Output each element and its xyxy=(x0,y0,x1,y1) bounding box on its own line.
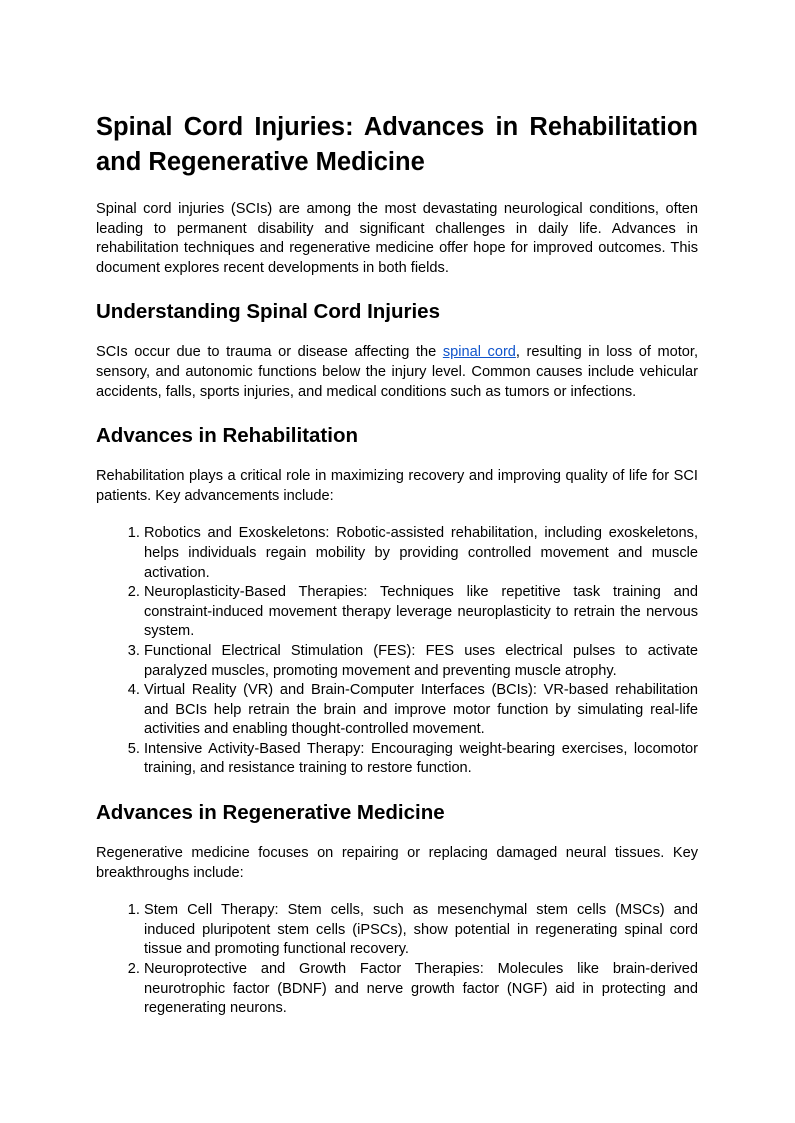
list-item: 2. Neuroprotective and Growth Factor Therapies: Molecules like brain-derived neurotrophic factor (BDNF) and nerve growth factor (NGF) aid in protecting and regenerating neurons. xyxy=(144,960,698,1019)
rehabilitation-list xyxy=(96,524,698,779)
document-title: Spinal Cord Injuries: Advances in Rehabilitation and Regenerative Medicine xyxy=(96,113,698,176)
list-item: 1. Robotics and Exoskeletons: Robotic-assisted rehabilitation, including exoskeletons, helps individuals regain mobility by providing controlled movement and muscle activation. xyxy=(144,524,698,583)
section-heading-regenerative: Advances in Regenerative Medicine xyxy=(96,801,445,825)
section-heading-understanding: Understanding Spinal Cord Injuries xyxy=(96,300,440,324)
list-item: 5. Intensive Activity-Based Therapy: Encouraging weight-bearing exercises, locomotor training, and resistance training to restore function. xyxy=(144,740,698,779)
understanding-text-before-link: SCIs occur due to trauma or disease affecting the xyxy=(96,344,443,361)
section-heading-rehabilitation: Advances in Rehabilitation xyxy=(96,424,358,448)
rehabilitation-intro-paragraph: Rehabilitation plays a critical role in maximizing recovery and improving quality of life for SCI patients. Key advancements include: xyxy=(96,468,698,504)
list-item: 1. Stem Cell Therapy: Stem cells, such as mesenchymal stem cells (MSCs) and induced pluripotent stem cells (iPSCs), show potential in regenerating spinal cord tissue and promoting functional recovery. xyxy=(144,901,698,960)
regenerative-list xyxy=(96,901,698,1019)
understanding-paragraph xyxy=(96,343,698,402)
spinal-cord-link[interactable]: spinal cord xyxy=(442,344,516,361)
intro-paragraph: Spinal cord injuries (SCIs) are among the most devastating neurological conditions, often leading to permanent disability and significant challenges in daily life. Advances in rehabilitation techniques and regenerative medicine offer hope for improved outcomes. This document explores recent developments in both fields. xyxy=(96,201,698,276)
regenerative-intro-paragraph: Regenerative medicine focuses on repairing or replacing damaged neural tissues. Key breakthroughs include: xyxy=(96,845,698,881)
list-item: 3. Functional Electrical Stimulation (FES): FES uses electrical pulses to activate paralyzed muscles, promoting movement and preventing muscle atrophy. xyxy=(144,642,698,681)
list-item: 2. Neuroplasticity-Based Therapies: Techniques like repetitive task training and constraint-induced movement therapy leverage neuroplasticity to retrain the nervous system. xyxy=(144,583,698,642)
understanding-text-after-link: , resulting in loss of motor, sensory, and autonomic functions below the injury level. Common causes include vehicular accidents, falls, sports injuries, and medical conditions such as tumors or infections. xyxy=(96,344,699,400)
list-item: 4. Virtual Reality (VR) and Brain-Computer Interfaces (BCIs): VR-based rehabilitation and BCIs help retrain the brain and improve motor function by simulating real-life activities and enabling thought-controlled movement. xyxy=(144,681,698,740)
